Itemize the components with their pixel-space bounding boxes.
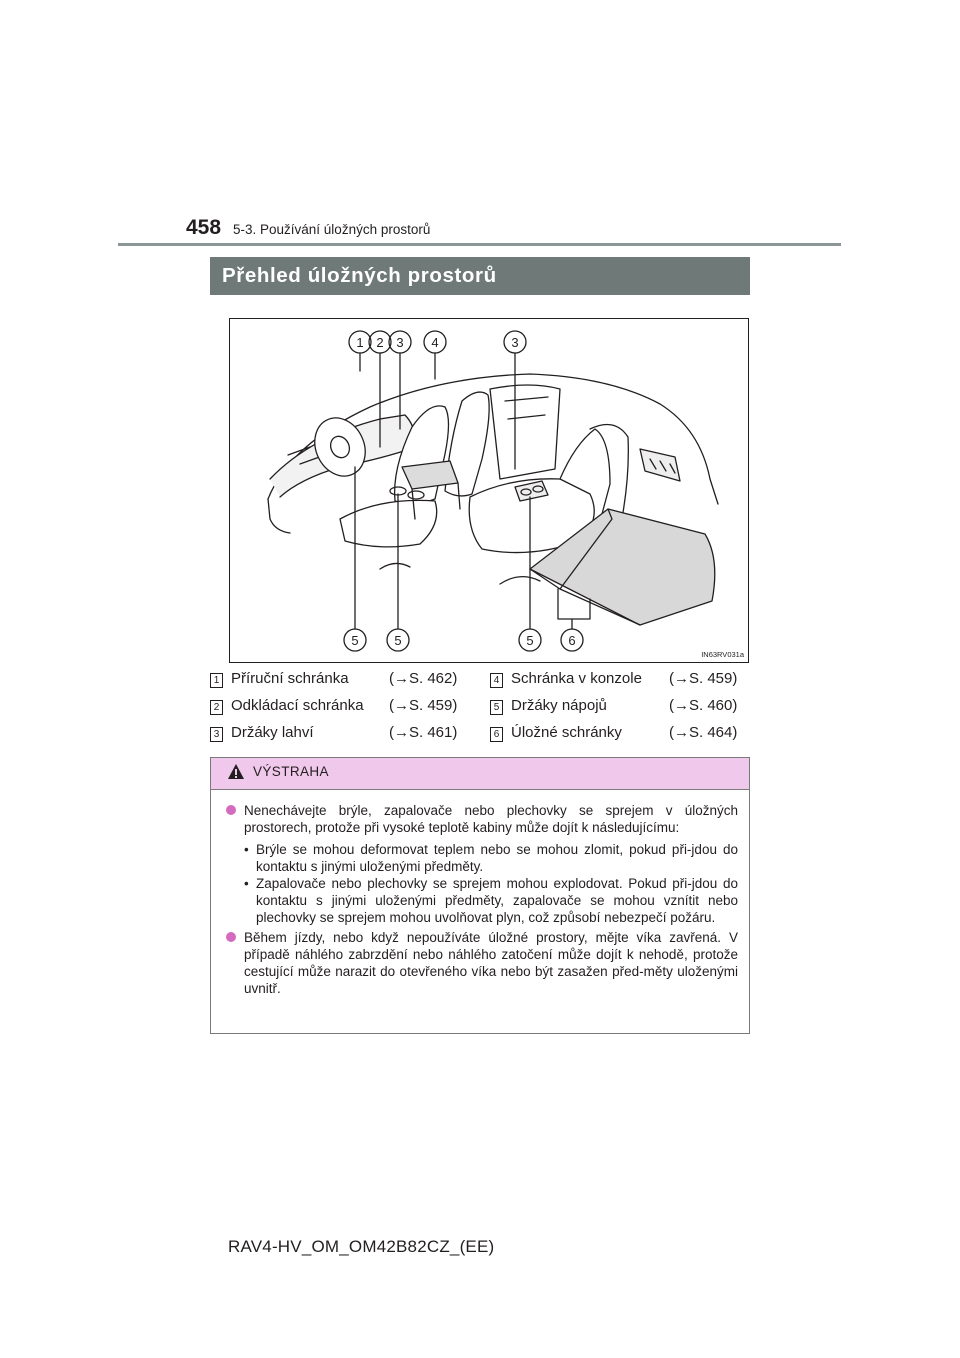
- bullet-dot-icon: [226, 805, 236, 815]
- page-number: 458: [186, 216, 222, 239]
- legend-number: 5: [490, 700, 503, 715]
- legend-page-ref: (→S. 459): [669, 670, 738, 687]
- legend-number: 4: [490, 673, 503, 688]
- header-divider: [118, 243, 841, 246]
- warning-bullet-text: Nenechávejte brýle, zapalovače nebo plechovky se sprejem v úložných prostorech, protože při vysoké teplotě kabiny může dojít k následujícímu:: [244, 803, 738, 835]
- legend-page-ref: (→S. 462): [389, 670, 458, 687]
- callout-6: 6: [568, 633, 576, 648]
- callout-3-rear: 3: [511, 335, 519, 350]
- legend-item: [490, 668, 750, 694]
- warning-bullet: [224, 929, 738, 997]
- car-interior-illustration: [229, 318, 749, 663]
- callout-3: 3: [396, 335, 404, 350]
- warning-sub-item: [224, 841, 738, 875]
- warning-sub-item: [224, 875, 738, 926]
- legend-label: Odkládací schránka: [231, 697, 364, 714]
- legend-label: Příruční schránka: [231, 670, 349, 687]
- legend: [210, 668, 750, 748]
- legend-page-ref: (→S. 464): [669, 724, 738, 741]
- legend-page-ref: (→S. 460): [669, 697, 738, 714]
- callout-5-b: 5: [394, 633, 402, 648]
- legend-item: [490, 722, 750, 748]
- callout-1: 1: [356, 335, 364, 350]
- legend-label: Držáky lahví: [231, 724, 314, 741]
- legend-item: [210, 668, 470, 694]
- callout-5-c: 5: [526, 633, 534, 648]
- callout-4: 4: [431, 335, 439, 350]
- legend-page-ref: (→S. 461): [389, 724, 458, 741]
- legend-label: Schránka v konzole: [511, 670, 642, 687]
- legend-item: [490, 695, 750, 721]
- legend-number: 2: [210, 700, 223, 715]
- warning-box: [210, 757, 750, 1034]
- document-footer: RAV4-HV_OM_OM42B82CZ_(EE): [228, 1237, 495, 1256]
- warning-bullet-text: Během jízdy, nebo když nepoužíváte úložné prostory, mějte víka zavřená. V případě náhlého zabrzdění nebo náhlého zatočení může dojít k nehodě, protože cestující může narazit do otevřeného víka nebo být zasažen před-měty uloženými uvnitř.: [244, 930, 738, 996]
- warning-triangle-icon: [227, 763, 245, 780]
- legend-label: Držáky nápojů: [511, 697, 607, 714]
- legend-number: 3: [210, 727, 223, 742]
- page-title: Přehled úložných prostorů: [210, 257, 750, 295]
- warning-bullet: [224, 802, 738, 836]
- legend-item: [210, 695, 470, 721]
- sub-bullet-icon: •: [244, 842, 249, 857]
- car-interior-drawing: [230, 319, 749, 663]
- sub-bullet-icon: •: [244, 876, 249, 891]
- warning-sub-text: Zapalovače nebo plechovky se sprejem mohou explodovat. Pokud při-jdou do kontaktu s jinými uloženými předměty, zapalovače se mohou vznítit nebo plechovky se sprejem mohou uvolňovat plyn, což způsobí nebezpečí požáru.: [256, 876, 738, 925]
- warning-header: [211, 758, 749, 790]
- legend-item: [210, 722, 470, 748]
- legend-page-ref: (→S. 459): [389, 697, 458, 714]
- callout-2: 2: [376, 335, 384, 350]
- figure-code: IN63RV031a: [701, 650, 744, 659]
- legend-label: Úložné schránky: [511, 724, 622, 741]
- section-reference: 5-3. Používání úložných prostorů: [233, 222, 431, 237]
- warning-body: [224, 802, 738, 997]
- warning-title: VÝSTRAHA: [253, 764, 329, 779]
- legend-number: 1: [210, 673, 223, 688]
- legend-number: 6: [490, 727, 503, 742]
- warning-sub-text: Brýle se mohou deformovat teplem nebo se mohou zlomit, pokud při-jdou do kontaktu s jinými uloženými předměty.: [256, 842, 738, 874]
- callout-5-a: 5: [351, 633, 359, 648]
- bullet-dot-icon: [226, 932, 236, 942]
